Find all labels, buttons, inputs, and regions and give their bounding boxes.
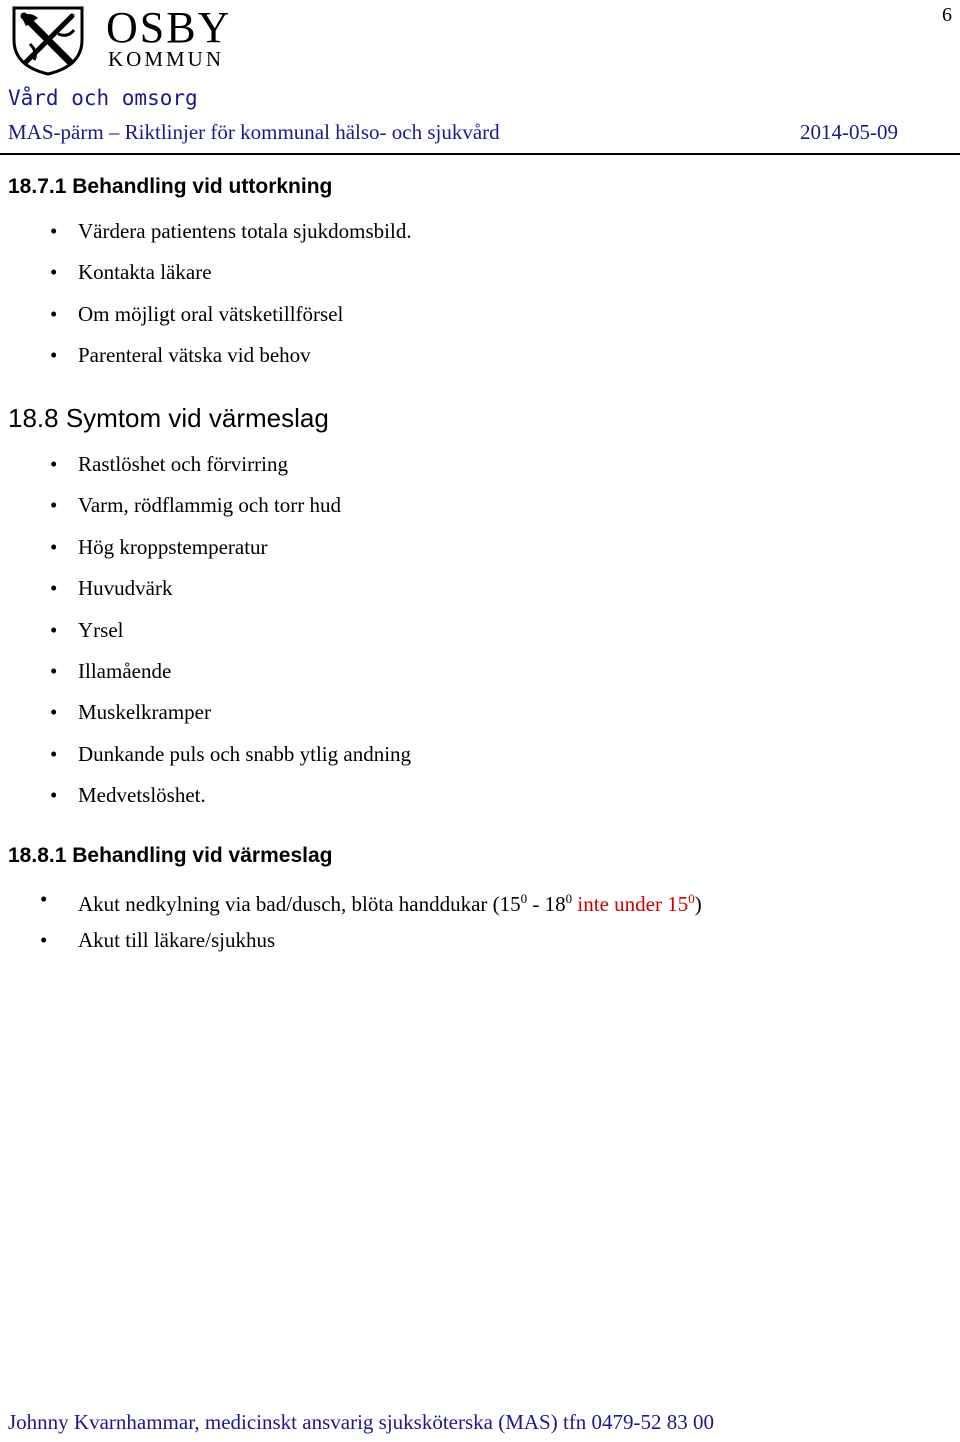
coat-of-arms-icon [8,4,88,76]
header-divider [0,153,960,155]
logo-name: OSBY [106,3,232,52]
section-heading-18-8: 18.8 Symtom vid värmeslag [8,403,329,433]
osby-kommun-logo [8,4,248,76]
section-heading-18-8-1: 18.8.1 Behandling vid värmeslag [8,844,333,867]
document-subtitle [8,120,898,145]
section-heading-18-7-1: 18.7.1 Behandling vid uttorkning [8,175,333,198]
warning-text: inte under $15^0$ [572,891,695,916]
subtitle-text: MAS-pärm – Riktlinjer för kommunal hälso- och sjukvård [8,120,500,144]
page-number: 6 [942,4,952,26]
document-date: 2014-05-09 [800,120,898,144]
department-title: Vård och omsorg [8,86,198,110]
page-footer: Johnny Kvarnhammar, medicinskt ansvarig sjuksköterska (MAS) tfn 0479-52 83 00 [8,1410,715,1434]
logo-subtitle: KOMMUN [108,47,225,71]
